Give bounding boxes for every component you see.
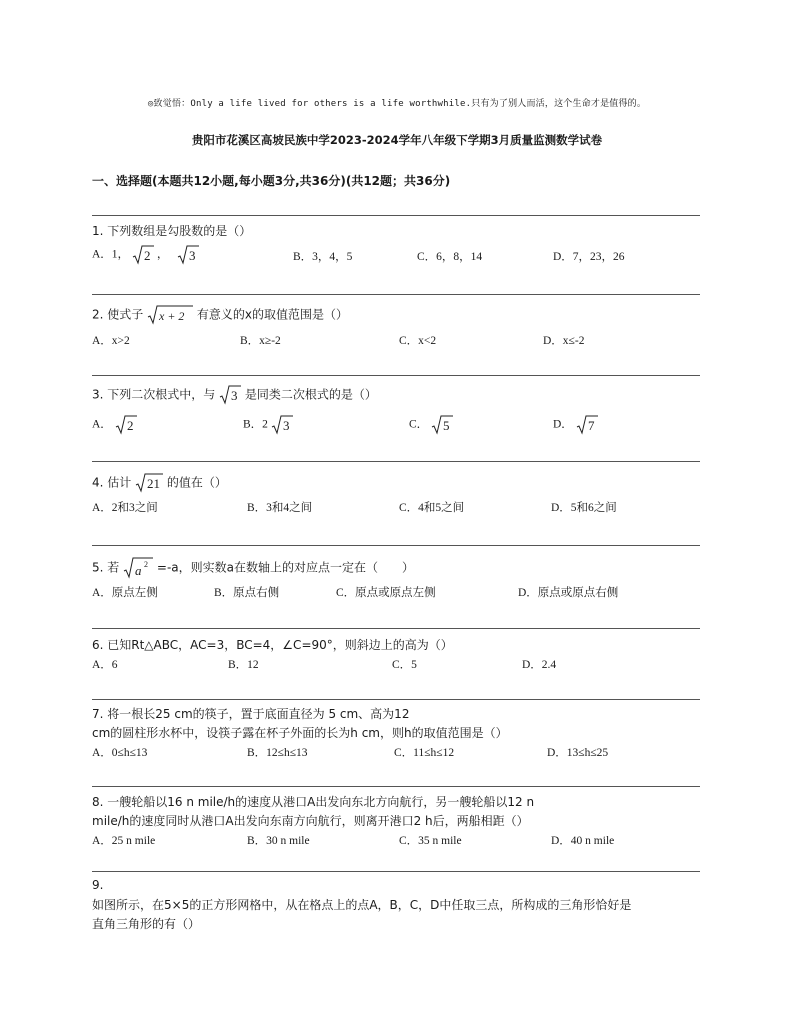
option-d: D．x≤-2 [543,335,585,347]
option-label: C． [409,418,429,431]
question-stem [92,556,414,580]
option-a: A．2和3之间 [92,502,158,514]
radical-sign-icon [271,414,293,436]
option-d: D．40 n mile [551,835,615,847]
sqrt-expression [219,384,241,406]
radicand: 2 [126,418,134,433]
divider [92,545,700,546]
option-a: A．6 [92,659,118,671]
option-b: B．原点右侧 [214,587,280,599]
radicand: 2 [143,248,151,263]
radical-sign-icon [123,556,153,580]
radicand: 21 [147,476,161,491]
option-label: D． [553,418,573,431]
radical-sign-icon [135,472,163,494]
question-stem-line-2: mile/h的速度同时从港口A出发向东南方向航行，则离开港口2 h后，两船相距（） [92,814,529,828]
stem-suffix: =-a，则实数a在数轴上的对应点一定在（ ） [156,560,415,575]
sqrt-expression [271,414,293,436]
separator: ， [156,248,169,261]
option-a [92,414,137,436]
radicand: a [135,563,142,578]
radicand: 3 [231,388,238,403]
radical-sign-icon [147,304,193,326]
stem-prefix: 3. 下列二次根式中，与 [92,387,216,402]
section-heading: 一、选择题(本题共12小题,每小题3分,共36分)(共12题；共36分) [92,174,451,188]
option-d: D．5和6之间 [551,502,617,514]
motto-line: ◎致觉悟：Only a life lived for others is a life worthwhile.只有为了别人而活，这个生命才是值得的。 [147,99,647,109]
option-c: C．35 n mile [399,835,462,847]
option-b: B．30 n mile [247,835,310,847]
option-b: B．x≥-2 [240,335,281,347]
divider [92,294,700,295]
radicand: 3 [282,418,290,433]
stem-prefix: 4. 估计 [92,475,132,490]
question-stem-line-2: cm的圆柱形水杯中，设筷子露在杯子外面的长为h cm，则h的取值范围是（） [92,726,508,740]
option-label: B．2 [243,418,268,431]
option-label: A．1， [92,248,130,261]
option-d: D．7，23，26 [553,251,625,263]
radical-sign-icon [177,244,199,266]
divider [92,871,700,872]
question-stem: 1. 下列数组是勾股数的是（） [92,224,252,238]
question-stem-line-1: 8. 一艘轮船以16 n mile/h的速度从港口A出发向东北方向航行，另一艘轮船以12 n [92,795,535,809]
option-c: C．5 [392,659,417,671]
stem-prefix: 2. 使式子 [92,307,144,322]
option-b: B．3，4，5 [293,251,353,263]
radical-sign-icon [431,414,453,436]
question-stem [92,472,227,494]
option-d: D．2.4 [522,659,557,671]
option-b [243,414,293,436]
divider [92,375,700,376]
stem-prefix: 5. 若 [92,560,120,575]
radicand: 7 [587,418,595,433]
option-d [553,414,598,436]
option-a: A．原点左侧 [92,587,158,599]
stem-suffix: 的值在（） [166,475,227,490]
option-label: A． [92,418,112,431]
divider [92,461,700,462]
option-c: C．x<2 [399,335,437,347]
radical-sign-icon [132,244,154,266]
sqrt-expression [147,304,193,326]
option-a: A．25 n mile [92,835,156,847]
question-stem-line-1: 7. 将一根长25 cm的筷子，置于底面直径为 5 cm、高为12 [92,707,410,721]
divider [92,699,700,700]
radicand: 3 [189,248,196,263]
stem-suffix: 是同类二次根式的是（） [244,387,377,402]
radical-sign-icon [115,414,137,436]
sqrt-expression [135,472,163,494]
option-c: C．6，8，14 [417,251,483,263]
radical-sign-icon [219,384,241,406]
sqrt-expression [177,244,199,266]
option-b: B．12 [228,659,259,671]
radicand: 5 [443,418,450,433]
option-a [92,244,199,266]
radicand: x + 2 [159,309,185,323]
question-stem-line-1: 如图所示，在5×5的正方形网格中，从在格点上的点A，B，C，D中任取三点，所构成的三角形恰好是 [92,898,632,912]
question-stem [92,384,377,406]
question-stem: 6. 已知Rt△ABC，AC=3，BC=4，∠C=90°，则斜边上的高为（） [92,638,453,652]
option-a: A．0≤h≤13 [92,747,148,759]
question-number: 9. [92,878,104,892]
divider [92,215,700,216]
option-c: C．11≤h≤12 [394,747,455,759]
option-b: B．3和4之间 [247,502,313,514]
sqrt-expression [115,414,137,436]
stem-suffix: 有意义的x的取值范围是（） [196,307,349,322]
exponent: 2 [144,560,149,569]
divider [92,786,700,787]
question-stem-line-2: 直角三角形的有（） [92,917,201,931]
sqrt-expression [576,414,598,436]
sqrt-expression [431,414,453,436]
sqrt-expression [132,244,154,266]
question-stem [92,304,348,326]
option-d: D．原点或原点右侧 [518,587,619,599]
divider [92,628,700,629]
option-c: C．原点或原点左侧 [336,587,436,599]
option-a: A．x>2 [92,335,130,347]
radical-sign-icon [576,414,598,436]
option-d: D．13≤h≤25 [547,747,609,759]
option-c: C．4和5之间 [399,502,465,514]
exam-title: 贵阳市花溪区高坡民族中学2023-2024学年八年级下学期3月质量监测数学试卷 [191,133,603,147]
option-b: B．12≤h≤13 [247,747,308,759]
option-c [409,414,453,436]
sqrt-expression [123,556,153,580]
